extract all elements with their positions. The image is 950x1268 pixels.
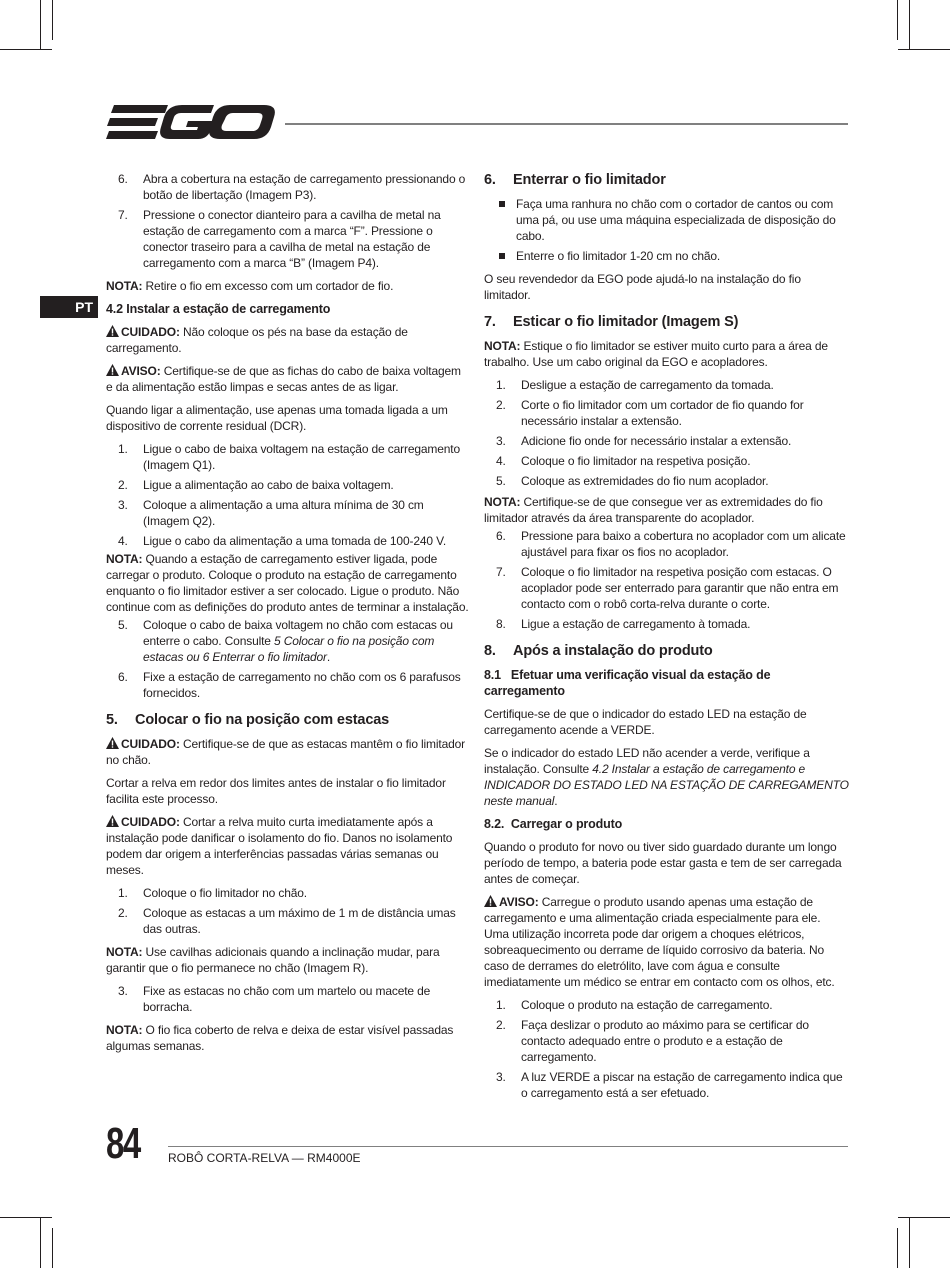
warning-icon: [106, 364, 119, 376]
left-column: [106, 171, 470, 1061]
warning-icon: [106, 737, 119, 749]
warning-icon: [484, 895, 497, 907]
crop-mark: [898, 1217, 950, 1218]
caution: CUIDADO: Certifique-se de que as estacas mantêm o fio limitador no chão.: [106, 737, 466, 767]
section-heading-8-1: 8.1 Efetuar uma verificação visual da estação de carregamento: [484, 668, 774, 698]
steps-list: [106, 171, 470, 271]
crop-mark: [897, 0, 898, 40]
warning: AVISO: Carregue o produto usando apenas uma estação de carregamento e uma alimentação criada especialmente para ele. Uma utilização incorreta pode dar origem a choques elétricos, sobreaquecimento ou derrame de líquido corrosivo da bateria. No caso de derrames do eletrólito, lave com água e consulte imediatamente um médico se entrar em contacto com os olhos, etc.: [484, 895, 835, 989]
note: NOTA: Retire o fio em excesso com um cortador de fio.: [106, 279, 394, 293]
language-tab: PT: [40, 296, 98, 318]
right-column: [484, 171, 850, 1108]
crop-mark: [909, 0, 910, 50]
paragraph: Quando o produto for novo ou tiver sido guardado durante um longo período de tempo, a bateria pode estar gasta e tem de ser carregada antes de começar.: [484, 840, 842, 886]
list-item: 6. Fixe a estação de carregamento no chão com os 6 parafusos fornecidos.: [118, 670, 461, 700]
list-item: 8. Ligue a estação de carregamento à tomada.: [496, 617, 751, 631]
warning-icon: [106, 815, 119, 827]
crop-mark: [0, 1217, 52, 1218]
crop-mark: [897, 1228, 898, 1268]
list-item: 3. Fixe as estacas no chão com um martelo ou macete de borracha.: [118, 984, 431, 1014]
section-heading-7: 7. Esticar o fio limitador (Imagem S): [484, 314, 739, 330]
crop-mark: [40, 0, 41, 50]
paragraph: Quando ligar a alimentação, use apenas uma tomada ligada a um dispositivo de corrente residual (DCR).: [106, 403, 448, 433]
crop-mark: [52, 0, 53, 40]
note: NOTA: Quando a estação de carregamento estiver ligada, pode carregar o produto. Coloque o produto na estação de carregamento enquanto o fio limitador estiver a ser colocado. Ligue o produto. Não continue com as definições do produto antes de terminar a instalação.: [106, 552, 469, 614]
note: NOTA: Certifique-se de que consegue ver as extremidades do fio limitador através da área transparente do acoplador.: [484, 495, 823, 525]
note: NOTA: O fio fica coberto de relva e deixa de estar visível passadas algumas semanas.: [106, 1023, 454, 1053]
footer-title: ROBÔ CORTA-RELVA — RM4000E: [168, 1151, 361, 1165]
paragraph: O seu revendedor da EGO pode ajudá-lo na instalação do fio limitador.: [484, 272, 801, 302]
list-item: 1. Coloque o produto na estação de carregamento.: [496, 998, 773, 1012]
note: NOTA: Use cavilhas adicionais quando a inclinação mudar, para garantir que o fio permanece no chão (Imagem R).: [106, 945, 440, 975]
crop-mark: [909, 1217, 910, 1268]
list-item: 6. Pressione para baixo a cobertura no acoplador com um alicate ajustável para fixar os fios no acoplador.: [496, 529, 846, 559]
list-item: 5. Coloque o cabo de baixa voltagem no chão com estacas ou enterre o cabo. Consulte 5 Colocar o fio na posição com estacas ou 6 Enterrar o fio limitador.: [118, 618, 453, 664]
list-item: 3. Adicione fio onde for necessário instalar a extensão.: [496, 434, 792, 448]
steps-list: [106, 885, 470, 937]
list-item: 4. Ligue o cabo da alimentação a uma tomada de 100-240 V.: [118, 534, 447, 548]
section-heading-4-2: 4.2 Instalar a estação de carregamento: [106, 302, 331, 316]
crop-mark: [52, 1228, 53, 1268]
crop-mark: [0, 49, 52, 50]
steps-list: [106, 441, 470, 549]
steps-list: [106, 617, 470, 701]
list-item: 1. Ligue o cabo de baixa voltagem na estação de carregamento (Imagem Q1).: [118, 442, 461, 472]
section-heading-8-2: 8.2. Carregar o produto: [484, 817, 623, 831]
paragraph: Se o indicador do estado LED não acender a verde, verifique a instalação. Consulte 4.2 Instalar a estação de carregamento e INDICADOR DO ESTADO LED NA ESTAÇÃO DE CARREGAMENTO neste manual.: [484, 746, 849, 808]
caution: CUIDADO: Cortar a relva muito curta imediatamente após a instalação pode danificar o isolamento do fio. Danos no isolamento podem dar origem a interferências passadas várias semanas ou meses.: [106, 815, 453, 877]
list-item: 3. A luz VERDE a piscar na estação de carregamento indica que o carregamento está a ser efetuado.: [496, 1070, 843, 1100]
section-heading-6: 6. Enterrar o fio limitador: [484, 172, 666, 188]
steps-list: [484, 528, 850, 632]
list-item: 2. Ligue a alimentação ao cabo de baixa voltagem.: [118, 478, 394, 492]
list-item: 1. Coloque o fio limitador no chão.: [118, 886, 307, 900]
list-item: Faça uma ranhura no chão com o cortador de cantos ou com uma pá, ou use uma máquina especializada de disposição do cabo.: [484, 196, 850, 244]
footer-rule: [168, 1146, 848, 1147]
list-item: 6. Abra a cobertura na estação de carregamento pressionando o botão de libertação (Imagem P3).: [118, 172, 466, 202]
ego-logo: [106, 103, 276, 143]
paragraph: Certifique-se de que o indicador do estado LED na estação de carregamento acende a VERDE.: [484, 707, 807, 737]
list-item: Enterre o fio limitador 1-20 cm no chão.: [484, 248, 850, 264]
bullet-list: [484, 196, 850, 264]
steps-list: [484, 377, 850, 489]
header-rule: [285, 123, 848, 125]
list-item: 2. Corte o fio limitador com um cortador de fio quando for necessário instalar a extensão.: [496, 398, 804, 428]
list-item: 2. Coloque as estacas a um máximo de 1 m de distância umas das outras.: [118, 906, 456, 936]
paragraph: Cortar a relva em redor dos limites antes de instalar o fio limitador facilita este processo.: [106, 776, 446, 806]
list-item: 4. Coloque o fio limitador na respetiva posição.: [496, 454, 751, 468]
list-item: 2. Faça deslizar o produto ao máximo para se certificar do contacto adequado entre o produto e a estação de carregamento.: [496, 1018, 809, 1064]
crop-mark: [898, 49, 950, 50]
caution: CUIDADO: Não coloque os pés na base da estação de carregamento.: [106, 325, 408, 355]
note: NOTA: Estique o fio limitador se estiver muito curto para a área de trabalho. Use um cabo original da EGO e acopladores.: [484, 339, 828, 369]
section-heading-5: 5. Colocar o fio na posição com estacas: [106, 712, 390, 728]
list-item: 1. Desligue a estação de carregamento da tomada.: [496, 378, 774, 392]
steps-list: [106, 983, 470, 1015]
list-item: 5. Coloque as extremidades do fio num acoplador.: [496, 474, 769, 488]
section-heading-8: 8. Após a instalação do produto: [484, 643, 713, 659]
page-number: 84: [106, 1119, 140, 1168]
steps-list: [484, 997, 850, 1101]
crop-mark: [40, 1217, 41, 1268]
warning-icon: [106, 325, 119, 337]
list-item: 7. Coloque o fio limitador na respetiva posição com estacas. O acoplador pode ser enterrado para garantir que não entra em contacto com o robô corta-relva durante o corte.: [496, 565, 839, 611]
list-item: 3. Coloque a alimentação a uma altura mínima de 30 cm (Imagem Q2).: [118, 498, 424, 528]
warning: AVISO: Certifique-se de que as fichas do cabo de baixa voltagem e da alimentação estão limpas e secas antes de as ligar.: [106, 364, 461, 394]
list-item: 7. Pressione o conector dianteiro para a cavilha de metal na estação de carregamento com a marca “F”. Pressione o conector traseiro para a cavilha de metal na estação de carregamento com a marca “B” (Imagem P4).: [118, 208, 441, 270]
